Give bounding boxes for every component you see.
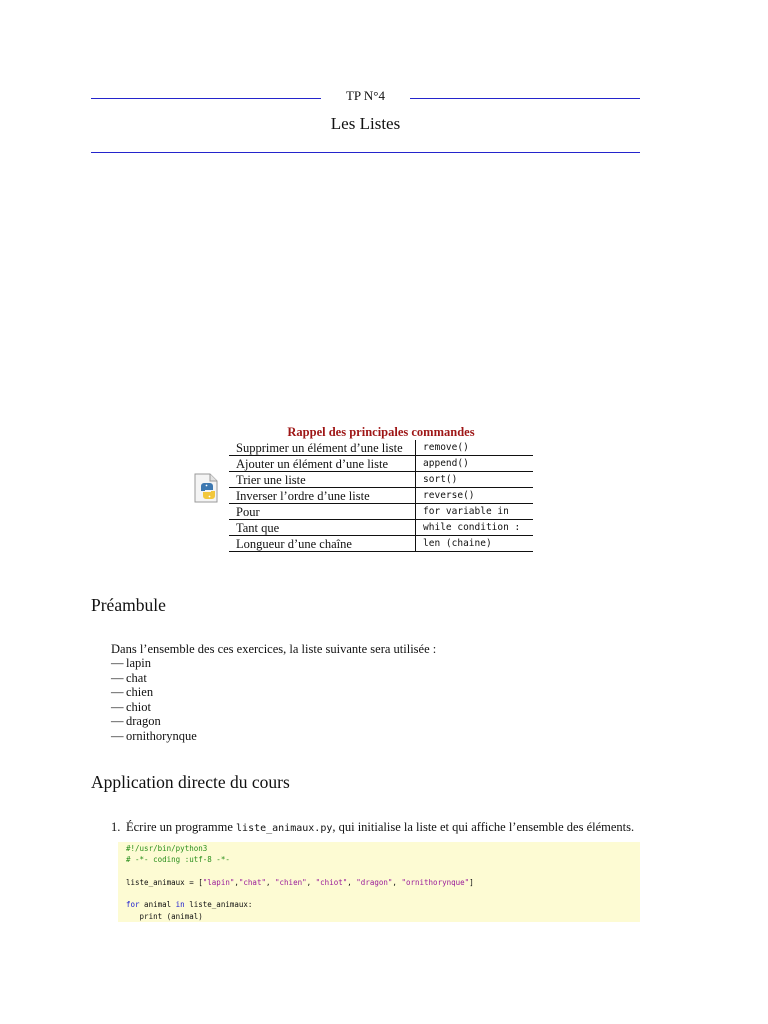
code-token: "dragon" [356, 877, 393, 887]
code-token: , [265, 877, 276, 887]
list-item [111, 685, 197, 700]
animal-name: chien [126, 685, 154, 700]
code-line [126, 911, 640, 922]
command-description: Supprimer un élément d’une liste [229, 440, 416, 456]
exercise-text: , qui initialise la liste et qui affiche l’ensemble des éléments. [332, 820, 635, 834]
command-syntax: for variable in [416, 504, 533, 520]
code-token: "chat" [238, 877, 266, 887]
code-line [126, 877, 640, 888]
table-row [229, 472, 533, 488]
recap-caption: Rappel des principales commandes [287, 425, 475, 439]
code-line [126, 866, 640, 877]
command-syntax: remove() [416, 440, 533, 456]
code-token: #!/usr/bin/python3 [126, 844, 208, 853]
command-description: Longueur d’une chaîne [229, 536, 416, 552]
code-line [126, 888, 640, 899]
code-token: ] [469, 877, 474, 887]
preambule-intro: Dans l’ensemble des ces exercices, la liste suivante sera utilisée : [111, 642, 437, 656]
exercise-1 [111, 820, 634, 836]
animal-name: lapin [126, 656, 151, 670]
command-description: Pour [229, 504, 416, 520]
command-description: Tant que [229, 520, 416, 536]
animal-name: chiot [126, 699, 151, 714]
table-row [229, 536, 533, 552]
python-file-icon [190, 472, 222, 504]
section-heading-preambule: Préambule [91, 595, 166, 615]
code-line [126, 899, 640, 910]
code-line [126, 843, 640, 854]
header-rule-right [410, 98, 640, 99]
commands-table [229, 440, 533, 552]
command-description: Inverser l’ordre d’une liste [229, 488, 416, 504]
tp-number: TP N°4 [345, 88, 386, 103]
list-item [111, 656, 197, 671]
command-description: Ajouter un élément d’une liste [229, 456, 416, 472]
code-token: "chien" [275, 877, 307, 887]
code-token: # -*- coding :utf-8 -*- [126, 855, 230, 865]
code-token: , [234, 877, 239, 887]
code-token: "chiot" [315, 877, 348, 887]
code-token: , [347, 877, 357, 887]
code-token: "lapin" [202, 877, 235, 887]
command-description: Trier une liste [229, 472, 416, 488]
document-header [91, 88, 640, 108]
list-dash: — [111, 670, 124, 685]
list-item [111, 671, 197, 686]
command-syntax: sort() [416, 472, 533, 488]
document-title: Les Listes [330, 114, 401, 133]
list-dash: — [111, 714, 124, 729]
command-syntax: len (chaine) [416, 536, 533, 552]
animal-name: chat [126, 670, 147, 685]
command-syntax: append() [416, 456, 533, 472]
list-dash: — [111, 728, 124, 743]
code-token: , [306, 877, 316, 887]
list-dash: — [111, 656, 124, 670]
command-syntax: while condition : [416, 520, 533, 536]
code-token: liste_animaux: [184, 900, 253, 910]
code-token: print (animal) [126, 911, 203, 921]
code-token: liste_animaux = [ [126, 877, 203, 887]
table-row [229, 488, 533, 504]
list-item [111, 700, 197, 715]
code-listing [118, 842, 640, 922]
title-rule [91, 152, 640, 153]
animal-name: ornithorynque [126, 728, 197, 743]
exercise-text: Écrire un programme [126, 820, 237, 834]
code-token: , [392, 877, 402, 887]
code-token: animal [139, 900, 176, 910]
code-line [126, 854, 640, 865]
list-dash: — [111, 685, 124, 700]
list-item [111, 714, 197, 729]
code-token: "ornithorynque" [401, 877, 470, 887]
command-syntax: reverse() [416, 488, 533, 504]
table-row [229, 456, 533, 472]
list-item [111, 729, 197, 744]
list-dash: — [111, 699, 124, 714]
exercise-filename: liste_animaux.py [236, 823, 333, 834]
animal-name: dragon [126, 714, 161, 729]
table-row [229, 504, 533, 520]
section-heading-application: Application directe du cours [91, 772, 290, 792]
exercise-number: 1. [111, 820, 121, 834]
code-token: in [175, 900, 185, 910]
table-row [229, 440, 533, 456]
header-rule-left [91, 98, 321, 99]
animal-list [111, 656, 197, 744]
code-token: for [126, 900, 140, 910]
table-row [229, 520, 533, 536]
